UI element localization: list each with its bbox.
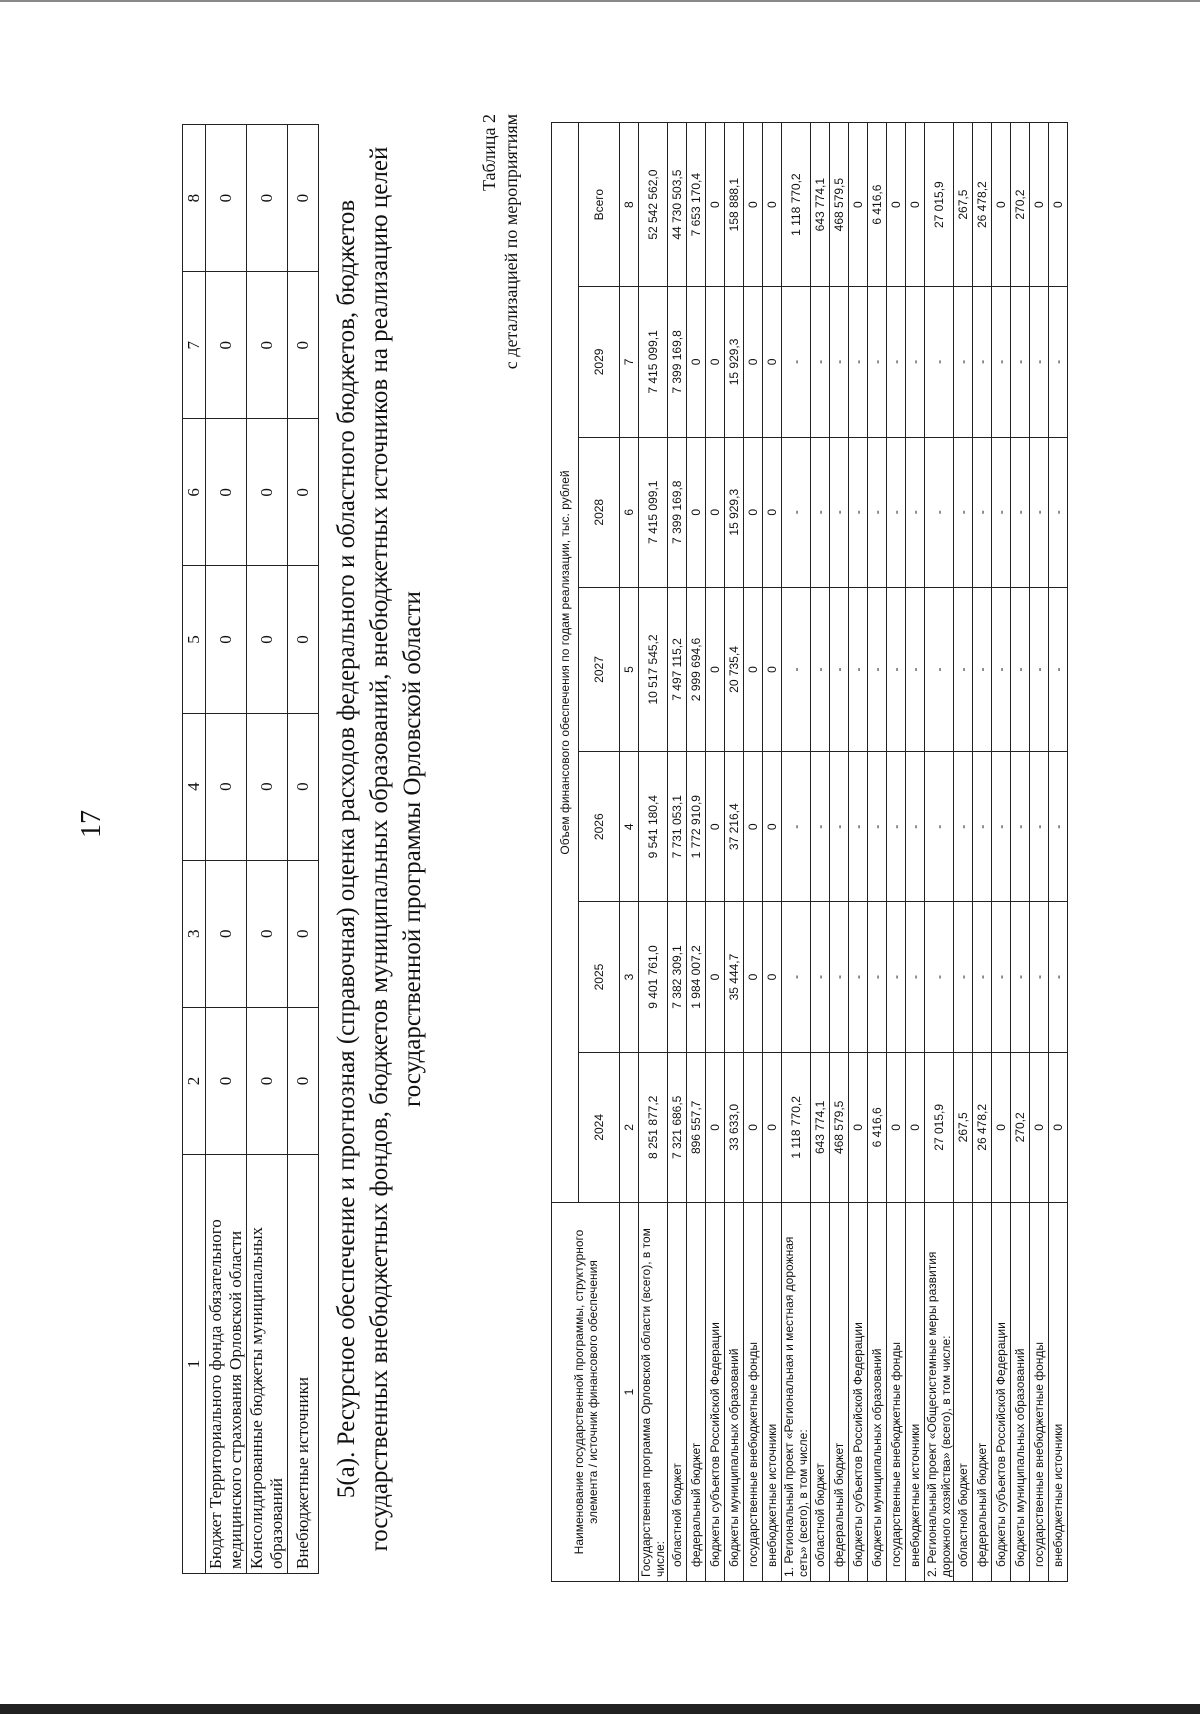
value-cell: 0: [763, 1052, 782, 1202]
value-cell: 0: [849, 123, 868, 287]
value-cell: 0: [247, 419, 288, 566]
value-cell: -: [992, 752, 1011, 902]
value-cell: 0: [1030, 123, 1049, 287]
value-cell: -: [868, 752, 887, 902]
value-cell: 267,5: [954, 1052, 973, 1202]
volume-header: Объем финансового обеспечения по годам реализации, тыс. рублей: [552, 123, 579, 1203]
value-cell: 1 772 910,9: [687, 752, 706, 902]
value-cell: 0: [247, 860, 288, 1007]
value-cell: 0: [763, 752, 782, 902]
value-cell: 0: [288, 860, 319, 1007]
value-cell: 10 517 545,2: [639, 587, 668, 751]
row-name: 2. Региональный проект «Общесистемные меры развития дорожного хозяйства» (всего), в том числе:: [925, 1203, 954, 1582]
value-cell: -: [992, 902, 1011, 1052]
value-cell: -: [925, 752, 954, 902]
value-cell: 0: [247, 125, 288, 272]
value-cell: 0: [706, 902, 725, 1052]
value-cell: 7 399 169,8: [668, 437, 687, 587]
value-cell: 9 541 180,4: [639, 752, 668, 902]
value-cell: -: [925, 437, 954, 587]
value-cell: 7 653 170,4: [687, 123, 706, 287]
page-number: 17: [76, 810, 107, 838]
table-row: [887, 123, 906, 1582]
value-cell: 0: [247, 713, 288, 860]
value-cell: -: [954, 287, 973, 437]
value-cell: 0: [206, 272, 247, 419]
value-cell: -: [906, 437, 925, 587]
column-number: 8: [620, 123, 639, 287]
row-name: федеральный бюджет: [973, 1203, 992, 1582]
value-cell: 0: [744, 1052, 763, 1202]
value-cell: -: [868, 587, 887, 751]
value-cell: 468 579,5: [830, 1052, 849, 1202]
row-name: бюджеты муниципальных образований: [725, 1203, 744, 1582]
value-cell: 0: [763, 123, 782, 287]
main-table-header-row: [552, 123, 579, 1582]
value-cell: -: [973, 902, 992, 1052]
value-cell: 0: [744, 123, 763, 287]
value-cell: 52 542 562,0: [639, 123, 668, 287]
value-cell: 27 015,9: [925, 1052, 954, 1202]
value-cell: -: [925, 902, 954, 1052]
row-name: бюджеты муниципальных образований: [1011, 1203, 1030, 1582]
table-row: [868, 123, 887, 1582]
value-cell: -: [1030, 287, 1049, 437]
year-header: 2025: [579, 902, 620, 1052]
row-name: областной бюджет: [954, 1203, 973, 1582]
value-cell: -: [906, 902, 925, 1052]
value-cell: 7 731 053,1: [668, 752, 687, 902]
value-cell: 6 416,6: [868, 1052, 887, 1202]
column-number: 7: [620, 287, 639, 437]
value-cell: -: [1049, 437, 1068, 587]
value-cell: -: [830, 902, 849, 1052]
main-table: [551, 122, 1068, 1582]
value-cell: 0: [906, 1052, 925, 1202]
value-cell: -: [868, 437, 887, 587]
value-cell: 0: [706, 437, 725, 587]
value-cell: -: [849, 287, 868, 437]
value-cell: -: [811, 902, 830, 1052]
row-name: бюджеты муниципальных образований: [868, 1203, 887, 1582]
row-name: внебюджетные источники: [1049, 1203, 1068, 1582]
value-cell: 0: [206, 419, 247, 566]
value-cell: 643 774,1: [811, 123, 830, 287]
upper-table-header-row: [183, 125, 206, 1574]
row-name: внебюджетные источники: [763, 1203, 782, 1582]
table-row: [247, 125, 288, 1574]
value-cell: 0: [247, 566, 288, 713]
value-cell: 1 118 770,2: [782, 123, 811, 287]
year-header: 2027: [579, 587, 620, 751]
table-row: [706, 123, 725, 1582]
value-cell: 7 415 099,1: [639, 287, 668, 437]
table-row: [1030, 123, 1049, 1582]
value-cell: 0: [288, 125, 319, 272]
value-cell: -: [1011, 902, 1030, 1052]
value-cell: 0: [763, 437, 782, 587]
header-cell: 6: [183, 419, 206, 566]
value-cell: 0: [247, 1007, 288, 1154]
table-row: [1011, 123, 1030, 1582]
table-row: [639, 123, 668, 1582]
value-cell: -: [1049, 752, 1068, 902]
value-cell: 27 015,9: [925, 123, 954, 287]
value-cell: -: [973, 437, 992, 587]
value-cell: 0: [763, 287, 782, 437]
value-cell: -: [1011, 752, 1030, 902]
value-cell: -: [830, 752, 849, 902]
value-cell: 468 579,5: [830, 123, 849, 287]
table-row: [744, 123, 763, 1582]
value-cell: -: [868, 287, 887, 437]
value-cell: -: [887, 437, 906, 587]
value-cell: -: [906, 287, 925, 437]
table-row: [906, 123, 925, 1582]
value-cell: 7 382 309,1: [668, 902, 687, 1052]
value-cell: -: [1011, 587, 1030, 751]
row-name: федеральный бюджет: [830, 1203, 849, 1582]
table-row: [725, 123, 744, 1582]
value-cell: -: [830, 437, 849, 587]
year-header: 2024: [579, 1052, 620, 1202]
value-cell: 26 478,2: [973, 123, 992, 287]
value-cell: 1 984 007,2: [687, 902, 706, 1052]
year-header: Всего: [579, 123, 620, 287]
table-caption: [478, 114, 522, 414]
row-name: областной бюджет: [811, 1203, 830, 1582]
header-cell: 1: [183, 1155, 206, 1574]
table-row: [830, 123, 849, 1582]
value-cell: -: [1030, 437, 1049, 587]
value-cell: -: [992, 437, 1011, 587]
value-cell: 270,2: [1011, 123, 1030, 287]
value-cell: 1 118 770,2: [782, 1052, 811, 1202]
value-cell: 0: [1049, 1052, 1068, 1202]
value-cell: 0: [887, 123, 906, 287]
value-cell: -: [1049, 587, 1068, 751]
column-number: 1: [620, 1203, 639, 1582]
table-row: [1049, 123, 1068, 1582]
value-cell: -: [868, 902, 887, 1052]
table-row: [687, 123, 706, 1582]
value-cell: 0: [206, 125, 247, 272]
row-name: бюджеты субъектов Российской Федерации: [706, 1203, 725, 1582]
value-cell: -: [887, 752, 906, 902]
main-table-body: [639, 123, 1068, 1582]
row-name: Внебюджетные источники: [288, 1155, 319, 1574]
header-cell: 7: [183, 272, 206, 419]
value-cell: -: [954, 437, 973, 587]
value-cell: 0: [744, 287, 763, 437]
column-number: 3: [620, 902, 639, 1052]
value-cell: 0: [744, 437, 763, 587]
row-name: государственные внебюджетные фонды: [887, 1203, 906, 1582]
value-cell: 0: [288, 272, 319, 419]
table-row: [782, 123, 811, 1582]
value-cell: 7 321 686,5: [668, 1052, 687, 1202]
table-row: [925, 123, 954, 1582]
value-cell: 26 478,2: [973, 1052, 992, 1202]
row-name: Консолидированные бюджеты муниципальных образований: [247, 1155, 288, 1574]
value-cell: 35 444,7: [725, 902, 744, 1052]
row-name: государственные внебюджетные фонды: [744, 1203, 763, 1582]
value-cell: 0: [288, 713, 319, 860]
value-cell: 9 401 761,0: [639, 902, 668, 1052]
row-name: внебюджетные источники: [906, 1203, 925, 1582]
value-cell: 267,5: [954, 123, 973, 287]
value-cell: 0: [687, 437, 706, 587]
value-cell: 20 735,4: [725, 587, 744, 751]
value-cell: -: [811, 752, 830, 902]
row-name: государственные внебюджетные фонды: [1030, 1203, 1049, 1582]
value-cell: 7 415 099,1: [639, 437, 668, 587]
upper-table: [182, 124, 319, 1574]
value-cell: -: [992, 587, 1011, 751]
row-name: бюджеты субъектов Российской Федерации: [849, 1203, 868, 1582]
value-cell: 0: [763, 902, 782, 1052]
value-cell: 37 216,4: [725, 752, 744, 902]
table-subtitle: с детализацией по мероприятиям: [501, 114, 521, 370]
value-cell: -: [811, 437, 830, 587]
name-column-header: Наименование государственной программы, структурного элемента / источник финансового обеспечения: [552, 1203, 620, 1582]
value-cell: 6 416,6: [868, 123, 887, 287]
value-cell: -: [1030, 902, 1049, 1052]
value-cell: 7 497 115,2: [668, 587, 687, 751]
table-row: [954, 123, 973, 1582]
value-cell: 0: [288, 419, 319, 566]
section-heading: 5(а). Ресурсное обеспечение и прогнозная (справочная) оценка расходов федерального и областного бюджетов, бюджетов государственных внебюджетных фондов, бюджетов муниципальных образований, внебюджетных источников на реализацию целей государственной программы Орловской области: [333, 146, 426, 1552]
value-cell: 0: [887, 1052, 906, 1202]
value-cell: 0: [706, 287, 725, 437]
value-cell: 8 251 877,2: [639, 1052, 668, 1202]
value-cell: -: [830, 287, 849, 437]
year-header: 2029: [579, 287, 620, 437]
value-cell: -: [849, 752, 868, 902]
column-number: 4: [620, 752, 639, 902]
value-cell: 0: [906, 123, 925, 287]
table-row: [206, 125, 247, 1574]
value-cell: 643 774,1: [811, 1052, 830, 1202]
value-cell: -: [906, 587, 925, 751]
value-cell: 0: [206, 713, 247, 860]
value-cell: 270,2: [1011, 1052, 1030, 1202]
value-cell: -: [973, 752, 992, 902]
value-cell: -: [887, 287, 906, 437]
table-row: [849, 123, 868, 1582]
column-number: 2: [620, 1052, 639, 1202]
table-row: [811, 123, 830, 1582]
value-cell: -: [830, 587, 849, 751]
value-cell: -: [849, 587, 868, 751]
year-header: 2026: [579, 752, 620, 902]
value-cell: 896 557,7: [687, 1052, 706, 1202]
value-cell: 0: [206, 566, 247, 713]
value-cell: -: [973, 287, 992, 437]
value-cell: -: [1011, 287, 1030, 437]
row-name: бюджеты субъектов Российской Федерации: [992, 1203, 1011, 1582]
value-cell: -: [849, 437, 868, 587]
value-cell: 0: [744, 587, 763, 751]
value-cell: -: [887, 587, 906, 751]
column-number-row: [620, 123, 639, 1582]
table-row: [668, 123, 687, 1582]
value-cell: 2 999 694,6: [687, 587, 706, 751]
value-cell: 0: [706, 123, 725, 287]
value-cell: -: [1049, 902, 1068, 1052]
value-cell: -: [782, 587, 811, 751]
header-cell: 2: [183, 1007, 206, 1154]
table-row: [992, 123, 1011, 1582]
header-cell: 5: [183, 566, 206, 713]
value-cell: 15 929,3: [725, 287, 744, 437]
value-cell: 0: [849, 1052, 868, 1202]
value-cell: 0: [706, 752, 725, 902]
header-cell: 8: [183, 125, 206, 272]
value-cell: 0: [206, 1007, 247, 1154]
row-name: Бюджет Территориального фонда обязательного медицинского страхования Орловской области: [206, 1155, 247, 1574]
value-cell: -: [811, 587, 830, 751]
value-cell: -: [1011, 437, 1030, 587]
table-row: [973, 123, 992, 1582]
row-name: федеральный бюджет: [687, 1203, 706, 1582]
value-cell: -: [782, 752, 811, 902]
value-cell: -: [973, 587, 992, 751]
value-cell: 15 929,3: [725, 437, 744, 587]
value-cell: -: [925, 587, 954, 751]
value-cell: 0: [288, 566, 319, 713]
value-cell: 7 399 169,8: [668, 287, 687, 437]
value-cell: -: [906, 752, 925, 902]
value-cell: 0: [706, 587, 725, 751]
value-cell: 0: [992, 123, 1011, 287]
value-cell: -: [954, 752, 973, 902]
value-cell: 0: [744, 752, 763, 902]
value-cell: -: [954, 587, 973, 751]
value-cell: 0: [1030, 1052, 1049, 1202]
row-name: Государственная программа Орловской области (всего), в том числе:: [639, 1203, 668, 1582]
value-cell: -: [954, 902, 973, 1052]
value-cell: 0: [706, 1052, 725, 1202]
value-cell: 0: [1049, 123, 1068, 287]
value-cell: 158 888,1: [725, 123, 744, 287]
value-cell: 44 730 503,5: [668, 123, 687, 287]
value-cell: -: [849, 902, 868, 1052]
value-cell: 0: [744, 902, 763, 1052]
value-cell: 33 633,0: [725, 1052, 744, 1202]
value-cell: -: [782, 902, 811, 1052]
value-cell: -: [782, 437, 811, 587]
value-cell: -: [1030, 752, 1049, 902]
value-cell: 0: [687, 287, 706, 437]
value-cell: 0: [247, 272, 288, 419]
table-row: [288, 125, 319, 1574]
value-cell: -: [811, 287, 830, 437]
value-cell: -: [887, 902, 906, 1052]
value-cell: -: [1049, 287, 1068, 437]
column-number: 6: [620, 437, 639, 587]
row-name: 1. Региональный проект «Региональная и местная дорожная сеть» (всего), в том числе:: [782, 1203, 811, 1582]
header-cell: 4: [183, 713, 206, 860]
value-cell: 0: [763, 587, 782, 751]
column-number: 5: [620, 587, 639, 751]
value-cell: -: [1030, 587, 1049, 751]
table-row: [763, 123, 782, 1582]
table-label: Таблица 2: [479, 114, 499, 191]
value-cell: -: [925, 287, 954, 437]
year-header: 2028: [579, 437, 620, 587]
value-cell: 0: [992, 1052, 1011, 1202]
header-cell: 3: [183, 860, 206, 1007]
value-cell: 0: [288, 1007, 319, 1154]
row-name: областной бюджет: [668, 1203, 687, 1582]
value-cell: -: [992, 287, 1011, 437]
value-cell: -: [782, 287, 811, 437]
value-cell: 0: [206, 860, 247, 1007]
